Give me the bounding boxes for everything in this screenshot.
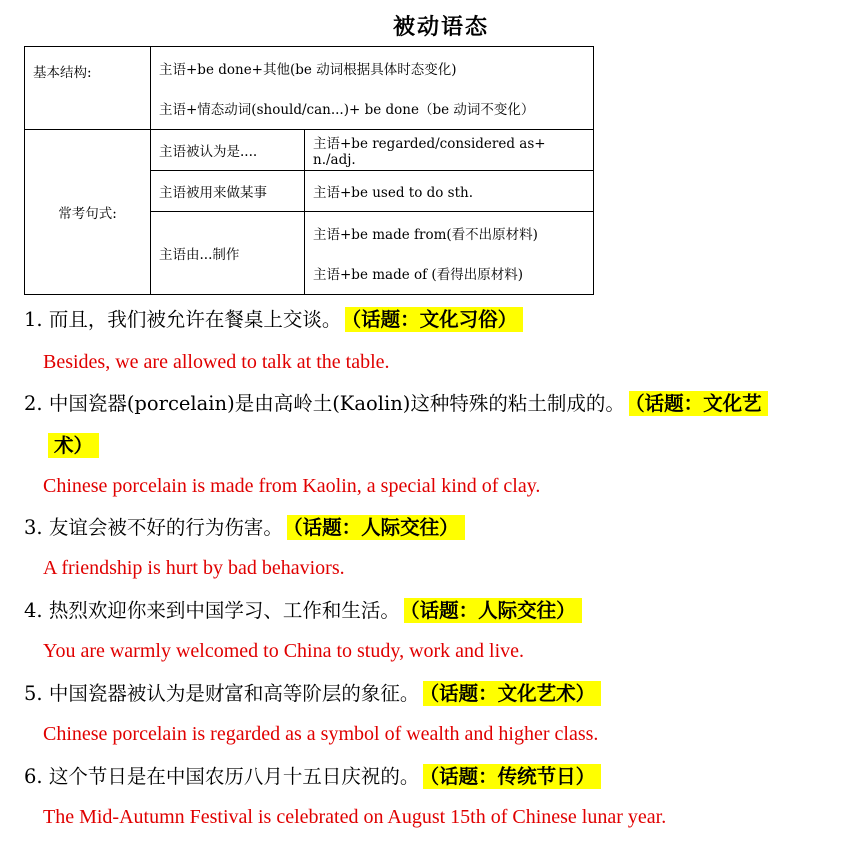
topic-tag: （话题：文化习俗）	[345, 307, 523, 332]
sentence-en: Chinese porcelain is made from Kaolin, a special kind of clay.	[43, 475, 541, 497]
basic-structure-2: 主语+情态动词(should/can...)+ be done（be 动词不变化）	[159, 102, 535, 118]
sentence-zh: 1. 而且，我们被允许在餐桌上交谈。 （话题：文化习俗）	[24, 306, 523, 334]
made-from: 主语+be made from(看不出原材料)	[313, 227, 538, 243]
sentence-zh-wrap	[48, 430, 99, 458]
topic-tag: （话题：人际交往）	[404, 598, 582, 623]
topic-tag: （话题：文化艺	[629, 391, 768, 416]
sentence-zh: 2. 中国瓷器(porcelain)是由高岭土(Kaolin)这种特殊的粘土制成的。 （话题：文化艺	[24, 390, 768, 418]
pattern-en-made	[305, 212, 594, 295]
table-row	[25, 130, 594, 171]
common-label: 常考句式:	[25, 130, 151, 295]
grammar-table	[24, 46, 594, 295]
basic-label: 基本结构:	[25, 47, 151, 130]
topic-tag: （话题：人际交往）	[287, 515, 465, 540]
sentence-zh: 5. 中国瓷器被认为是财富和高等阶层的象征。 （话题：文化艺术）	[24, 680, 601, 708]
pattern-zh: 主语由...制作	[151, 212, 305, 295]
pattern-en: 主语+be regarded/considered as+ n./adj.	[305, 130, 594, 171]
sentence-en: Chinese porcelain is regarded as a symbol of wealth and higher class.	[43, 723, 599, 745]
pattern-en: 主语+be used to do sth.	[305, 171, 594, 212]
sentence-zh: 3. 友谊会被不好的行为伤害。 （话题：人际交往）	[24, 514, 465, 542]
sentence-zh: 6. 这个节日是在中国农历八月十五日庆祝的。 （话题：传统节日）	[24, 763, 601, 791]
basic-structure-1: 主语+be done+其他(be 动词根据具体时态变化)	[159, 62, 457, 78]
page-title: 被动语态	[392, 14, 489, 40]
pattern-zh: 主语被用来做某事	[151, 171, 305, 212]
pattern-zh: 主语被认为是....	[151, 130, 305, 171]
sentence-en: The Mid-Autumn Festival is celebrated on August 15th of Chinese lunar year.	[43, 806, 667, 828]
made-of: 主语+be made of (看得出原材料)	[313, 267, 523, 283]
topic-tag: （话题：传统节日）	[423, 764, 601, 789]
topic-tag: 术）	[48, 433, 99, 458]
sentence-en: Besides, we are allowed to talk at the table.	[43, 351, 390, 373]
sentence-en: A friendship is hurt by bad behaviors.	[43, 557, 345, 579]
basic-structures	[151, 47, 594, 130]
sentence-zh: 4. 热烈欢迎你来到中国学习、工作和生活。 （话题：人际交往）	[24, 597, 582, 625]
topic-tag: （话题：文化艺术）	[423, 681, 601, 706]
basic-structure-row	[25, 47, 594, 130]
sentence-en: You are warmly welcomed to China to study, work and live.	[43, 640, 525, 662]
